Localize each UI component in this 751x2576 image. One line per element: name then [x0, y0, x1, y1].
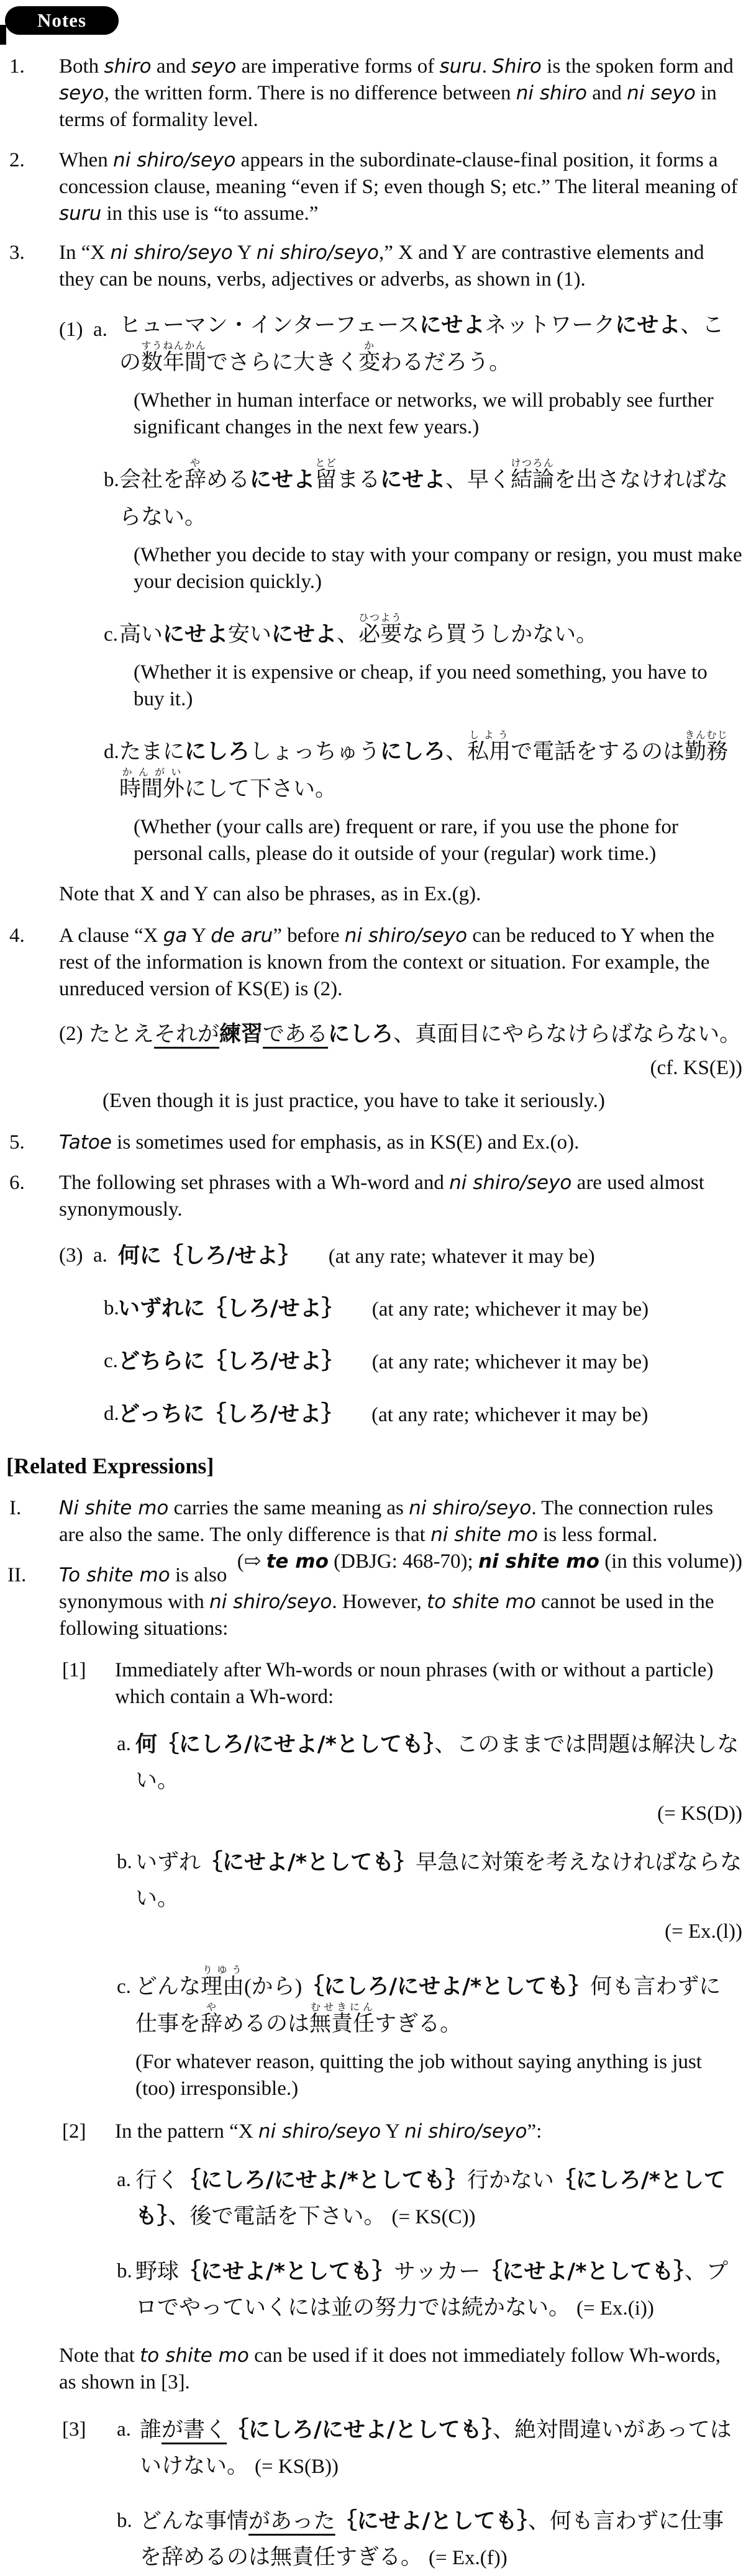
letter-marker: c.: [104, 1350, 118, 1372]
text-segment: , the written form. There is no difference between: [104, 82, 516, 104]
example-1b: [0, 457, 751, 595]
text-segment: 何も言わずに仕事を: [135, 1974, 721, 2036]
furigana-reading: や: [201, 2001, 223, 2013]
text-segment: たとえ: [89, 1022, 155, 1046]
item-marker: 6.: [9, 1172, 25, 1194]
item-marker: (3): [59, 1244, 83, 1267]
furigana-reading: か: [358, 340, 381, 351]
example-1c: [0, 612, 751, 713]
english-translation: (Whether you decide to stay with your company or resign, you must make your decision quickly.): [134, 544, 742, 593]
text-segment: suru: [439, 55, 482, 78]
text-segment: にして下さい。: [184, 777, 337, 801]
condition-1: [0, 1657, 751, 1711]
reference-tag: (= KS(D)): [657, 1802, 742, 1825]
text-segment: ｛にしろ/にせよ/*としても｝: [179, 2168, 467, 2193]
text-segment: 会社を: [119, 468, 185, 492]
text-segment: にしろ: [328, 1022, 394, 1047]
text-segment: で電話をするのは: [511, 739, 685, 764]
notes-badge-label: Notes: [37, 9, 87, 31]
body-text: [0, 2343, 742, 2396]
text-segment: ni shiro/seyo: [113, 149, 236, 171]
letter-marker: b.: [117, 2260, 132, 2282]
text-segment: 、プロでやっていくには並の努力では続かない。: [135, 2259, 729, 2320]
text-segment: 、この: [119, 313, 724, 374]
example-1d: [0, 729, 751, 867]
text-segment: を出さなければならない。: [119, 468, 729, 529]
text-segment: める: [206, 468, 250, 492]
note-5: [0, 1129, 751, 1156]
example-2: [0, 1016, 751, 1114]
reference-tag: (= Ex.(i)): [576, 2297, 654, 2320]
text-segment: are used almost synonymously.: [59, 1172, 704, 1221]
note-4: [0, 923, 751, 1003]
text-segment: ｛にせよ/としても｝: [335, 2509, 528, 2534]
text-segment: があった: [248, 2509, 335, 2533]
text-segment: . However,: [332, 1591, 427, 1613]
ruby-annotated-text: [467, 729, 511, 764]
furigana-reading: ひつよう: [358, 612, 403, 623]
text-segment: 練習: [219, 1022, 263, 1047]
text-segment: (から): [244, 1974, 303, 1999]
text-segment: Note that: [59, 2344, 140, 2367]
body-text: [0, 923, 742, 1003]
english-translation: (Whether (your calls are) frequent or rare, if you use the phone for personal calls, please do it outside of your (regular) work time.): [134, 816, 678, 865]
item-marker: 4.: [9, 924, 25, 947]
note-3: [0, 240, 751, 293]
body-text: [0, 1129, 742, 1156]
letter-marker: c.: [117, 1976, 131, 1998]
setphrase-3c: [0, 1344, 751, 1380]
text-segment: The following set phrases with a Wh-word and: [59, 1172, 450, 1194]
ruby-base: 無責任: [309, 2012, 375, 2036]
related-I: [0, 1495, 751, 1573]
text-segment: ni shiro/seyo: [256, 242, 380, 264]
text-segment: .: [481, 55, 493, 78]
ruby-annotated-text: [358, 612, 403, 646]
text-segment: When: [59, 149, 114, 171]
text-segment: いずれ: [135, 1850, 201, 1874]
text-segment: ni shiro/seyo: [404, 2120, 527, 2143]
text-segment: A clause “X: [59, 924, 163, 947]
text-segment: appears in the subordinate-clause-final position, it forms a concession clause, meaning “even if S; even though S; etc.” The literal meaning of: [59, 149, 738, 198]
text-segment: 誰: [140, 2418, 162, 2442]
furigana-reading: むせきにん: [309, 2001, 375, 2013]
text-segment: (⇨: [237, 1550, 266, 1573]
related-expressions-heading: [Related Expressions]: [6, 1453, 214, 1478]
text-segment: 、: [445, 739, 468, 764]
text-segment: にせよ: [250, 468, 316, 492]
ruby-base: 私用: [467, 739, 511, 764]
text-segment: carries the same meaning as: [168, 1497, 409, 1519]
text-segment: cannot be used in the following situations:: [59, 1591, 714, 1640]
text-segment: 、何も言わずに仕事を辞めるのは無責任すぎる。: [140, 2509, 724, 2569]
text-segment: いずれに｛しろ/せよ｝: [118, 1296, 344, 1321]
text-segment: ネットワーク: [485, 313, 616, 337]
text-segment: can be reduced to Y when the rest of the information is known from the context or situation. For example, the unreduced version of KS(E) is (2).: [59, 924, 715, 1000]
item-marker: (1): [59, 319, 83, 341]
japanese-sentence: [0, 1016, 742, 1052]
text-segment: can be used if it does not immediately follow Wh-words, as shown in [3].: [59, 2344, 721, 2393]
ruby-base: 変: [358, 350, 381, 374]
furigana-reading: しよう: [467, 729, 511, 741]
english-translation: (Whether in human interface or networks, we will probably see further significant changes in the next few years.): [134, 389, 714, 438]
text-segment: Both: [59, 55, 104, 78]
english-translation: (For whatever reason, quitting the job without saying anything is just (too) irresponsible.): [135, 2051, 702, 2100]
text-segment: ni shite mo: [478, 1550, 599, 1573]
furigana-reading: かん: [184, 340, 207, 351]
japanese-sentence: [0, 1238, 742, 1275]
reference-tag: (= KS(C)): [391, 2206, 476, 2228]
ruby-annotated-text: [309, 2001, 375, 2036]
letter-marker: a.: [93, 319, 107, 341]
text-segment: (DBJG: 468-70);: [328, 1550, 478, 1573]
re-example-1b: [0, 1845, 751, 1945]
reference-tag: (= KS(B)): [255, 2456, 339, 2478]
text-segment: ｛にしろ/にせよ/*としても｝: [302, 1974, 591, 1999]
letter-marker: b.: [104, 469, 119, 491]
japanese-sentence: [0, 1964, 742, 2043]
text-segment: seyo: [59, 82, 104, 104]
text-segment: Tatoe: [59, 1131, 112, 1154]
text-segment: de aru: [211, 924, 273, 947]
text-segment: ni shiro: [516, 82, 587, 104]
text-segment: ni seyo: [627, 82, 696, 104]
text-segment: ni shiro/seyo: [110, 242, 233, 264]
item-marker: II.: [7, 1564, 27, 1586]
text-segment: ni shiro/seyo: [344, 924, 468, 947]
japanese-sentence: [0, 2412, 742, 2485]
item-marker: 2.: [9, 149, 25, 171]
ruby-annotated-text: [201, 1964, 245, 1999]
re-example-3a: [0, 2412, 751, 2485]
ruby-base: 辞: [184, 468, 207, 492]
ruby-annotated-text: [315, 457, 337, 492]
furigana-reading: きんむじかんがい: [119, 729, 729, 778]
note-1: [0, 53, 751, 133]
body-text: [0, 1170, 742, 1223]
text-segment: ,” X and Y are contrastive elements and they can be nouns, verbs, adjectives or adverbs, as shown in (1).: [59, 242, 704, 291]
body-text: [0, 1562, 742, 1642]
item-marker: 1.: [9, 55, 25, 78]
text-segment: わるだろう。: [380, 350, 511, 374]
body-text: [0, 1657, 742, 1711]
ruby-annotated-text: [141, 340, 185, 374]
japanese-sentence: [0, 307, 742, 381]
text-segment: 、真面目にやらなけらばならない。: [393, 1022, 742, 1046]
text-segment: and: [587, 82, 627, 104]
text-segment: ｛にしろ/にせよ/としても｝: [227, 2418, 493, 2443]
text-segment: ”:: [527, 2120, 542, 2143]
english-gloss: (at any rate; whichever it may be): [371, 1404, 649, 1426]
furigana-reading: りゆう: [201, 1964, 245, 1976]
text-segment: To shite mo: [59, 1564, 170, 1586]
text-segment: サッカー: [394, 2259, 481, 2284]
related-II: [0, 1562, 751, 1642]
text-segment: Y: [187, 924, 211, 947]
text-segment: 、早く: [445, 468, 511, 492]
text-segment: Immediately after Wh-words or noun phrases (with or without a particle) which contain a Wh-word:: [115, 1659, 714, 1708]
body-text: [0, 147, 742, 227]
text-segment: ni shite mo: [430, 1524, 538, 1546]
scan-artifact: [0, 25, 6, 45]
text-segment: 行く: [135, 2168, 180, 2192]
english-translation: (Whether it is expensive or cheap, if you need something, you have to buy it.): [134, 661, 708, 710]
letter-marker: a.: [117, 2418, 131, 2441]
english-gloss: (at any rate; whichever it may be): [371, 1298, 649, 1321]
text-segment: . The connection rules are also the same. The only difference is that: [59, 1497, 714, 1546]
text-segment: ｛にせよ/*としても｝: [480, 2259, 685, 2284]
body-text: [0, 240, 742, 293]
text-segment: どっちに｛しろ/せよ｝: [118, 1402, 344, 1427]
text-segment: Shiro: [492, 55, 542, 78]
letter-marker: a.: [117, 1733, 131, 1755]
text-segment: 早急に対策を考えなければならない。: [135, 1850, 742, 1910]
text-segment: seyo: [191, 55, 237, 78]
text-segment: ni shiro/seyo: [258, 2120, 381, 2143]
text-segment: ｛にせよ/*としても｝: [201, 1850, 416, 1875]
text-segment: Note that X and Y can also be phrases, as in Ex.(g).: [59, 883, 481, 905]
text-segment: Ni shite mo: [59, 1497, 169, 1519]
letter-marker: a.: [93, 1244, 107, 1267]
text-segment: (in this volume)): [599, 1550, 742, 1573]
text-segment: suru: [59, 202, 102, 225]
text-segment: Y: [381, 2120, 405, 2143]
text-segment: ni shiro/seyo: [409, 1497, 532, 1519]
text-segment: 何｛にしろ/にせよ/*としても｝: [135, 1732, 435, 1757]
page-content: [0, 53, 751, 2576]
japanese-sentence: [0, 2503, 742, 2576]
japanese-sentence: [0, 1727, 742, 1798]
furigana-reading: すうねん: [141, 340, 185, 351]
reference-tag: (= Ex.(l)): [665, 1920, 742, 1943]
letter-marker: c.: [104, 623, 118, 646]
ruby-base: 数年: [141, 350, 185, 374]
text-segment: is sometimes used for emphasis, as in KS(E) and Ex.(o).: [111, 1131, 580, 1154]
text-segment: ni shiro/seyo: [449, 1172, 572, 1194]
text-segment: どちらに｛しろ/せよ｝: [118, 1349, 344, 1374]
text-segment: is the spoken form and: [541, 55, 734, 78]
re-example-2a: [0, 2162, 751, 2235]
ruby-annotated-text: [358, 340, 381, 374]
re-example-1a: [0, 1727, 751, 1827]
letter-marker: a.: [117, 2169, 131, 2191]
ruby-base: 必要: [358, 622, 403, 646]
text-segment: te mo: [266, 1550, 329, 1573]
item-marker: I.: [9, 1497, 22, 1519]
item-marker: [1]: [62, 1659, 86, 1681]
text-segment: にせよ: [163, 622, 229, 647]
text-segment: In “X: [59, 242, 111, 264]
ruby-annotated-text: [201, 2001, 223, 2036]
text-segment: ga: [163, 924, 188, 947]
reference-tag: (= Ex.(f)): [429, 2547, 507, 2569]
text-segment: ni shiro/seyo: [209, 1591, 332, 1613]
ruby-annotated-text: [511, 457, 555, 492]
text-segment: が書く: [162, 2418, 227, 2442]
letter-marker: d.: [104, 1403, 119, 1425]
letter-marker: b.: [117, 2510, 132, 2532]
text-segment: 、このままでは問題は解決しない。: [135, 1732, 739, 1792]
text-segment: 、後で電話を下さい。: [168, 2204, 386, 2228]
text-segment: is also synonymous with: [59, 1564, 227, 1613]
text-segment: 、: [337, 622, 359, 646]
note-6: [0, 1170, 751, 1223]
text-segment: にせよ: [615, 313, 681, 338]
reference-tag: (cf. KS(E)): [650, 1057, 742, 1079]
english-gloss: (at any rate; whichever it may be): [371, 1351, 649, 1373]
text-segment: Y: [232, 242, 257, 264]
text-segment: にせよ: [271, 622, 337, 647]
text-segment: in this use is “to assume.”: [101, 202, 319, 225]
text-segment: 、絶対間違いがあってはいけない。: [140, 2418, 732, 2478]
text-segment: ｛にしろ/*としても｝: [135, 2168, 726, 2229]
text-segment: are imperative forms of: [236, 55, 440, 78]
letter-marker: b.: [117, 1851, 132, 1873]
body-text: [0, 1495, 742, 1573]
text-segment: なら買うしかない。: [402, 622, 598, 646]
text-segment: 高い: [119, 622, 163, 646]
text-segment: たまに: [119, 739, 185, 764]
ruby-annotated-text: [184, 340, 207, 374]
item-marker: (2): [59, 1023, 83, 1045]
ruby-base: 間: [184, 350, 207, 374]
japanese-sentence: [0, 2254, 742, 2326]
text-segment: to shite mo: [140, 2344, 249, 2367]
pattern-2: [0, 2118, 751, 2145]
item-marker: [2]: [62, 2120, 86, 2143]
text-segment: shiro: [104, 55, 152, 78]
ruby-base: 理由: [201, 1974, 245, 1999]
re-example-2b: [0, 2254, 751, 2326]
text-segment: にせよ: [419, 313, 485, 338]
text-segment: 安い: [228, 622, 272, 646]
ruby-annotated-text: [184, 457, 207, 492]
text-segment: 何に｛しろ/せよ｝: [118, 1244, 300, 1268]
text-segment: to shite mo: [426, 1591, 536, 1613]
text-segment: どんな事情: [140, 2509, 249, 2533]
text-segment: 行かない: [467, 2168, 554, 2192]
text-segment: ヒューマン・インターフェース: [119, 313, 420, 337]
note-to-shite-mo: [0, 2343, 751, 2396]
setphrase-3a: [0, 1238, 751, 1275]
text-segment: である: [263, 1022, 329, 1046]
furigana-reading: や: [184, 457, 207, 469]
text-segment: にしろ: [380, 739, 446, 764]
english-translation: (Even though it is just practice, you have to take it seriously.): [102, 1090, 605, 1112]
text-segment: にしろ: [184, 739, 250, 764]
item-marker: 5.: [9, 1131, 25, 1154]
text-segment: しょっちゅう: [250, 739, 381, 764]
example-1a: [0, 307, 751, 441]
text-segment: それが: [154, 1022, 220, 1046]
ruby-base: 結論: [511, 468, 555, 492]
re-example-1c: [0, 1964, 751, 2102]
text-segment: is less formal.: [537, 1524, 658, 1546]
text-segment: and: [151, 55, 191, 78]
ruby-base: 辞: [201, 2012, 223, 2036]
text-segment: 野球: [135, 2259, 180, 2284]
ruby-base: 勤務時間外: [119, 739, 729, 801]
body-text: [0, 53, 742, 133]
text-segment: どんな: [135, 1974, 201, 1999]
japanese-sentence: [0, 1845, 742, 1916]
body-text: [0, 881, 742, 908]
note-2: [0, 147, 751, 227]
body-text: [0, 2118, 742, 2145]
setphrase-3d: [0, 1396, 751, 1433]
letter-marker: b.: [104, 1297, 119, 1319]
ruby-base: 留: [315, 468, 337, 492]
text-segment: でさらに大きく: [206, 350, 359, 374]
item-marker: 3.: [9, 242, 25, 264]
item-marker: [3]: [62, 2418, 86, 2441]
japanese-sentence: [0, 2162, 742, 2235]
english-gloss: (at any rate; whatever it may be): [328, 1245, 595, 1268]
note-phrases: [0, 881, 751, 908]
text-segment: めるのは: [222, 2012, 310, 2036]
re-example-3b: [0, 2503, 751, 2576]
text-segment: ｛にせよ/*としても｝: [179, 2259, 394, 2284]
furigana-reading: けつろん: [511, 457, 555, 469]
letter-marker: d.: [104, 741, 119, 763]
text-segment: in terms of formality level.: [59, 82, 717, 131]
furigana-reading: とど: [315, 457, 337, 469]
text-segment: ” before: [273, 924, 345, 947]
notes-badge: [5, 6, 119, 35]
text-segment: にせよ: [380, 468, 446, 492]
text-segment: すぎる。: [375, 2012, 462, 2036]
text-segment: まる: [337, 468, 381, 492]
text-segment: In the pattern “X: [115, 2120, 258, 2143]
setphrase-3b: [0, 1291, 751, 1327]
